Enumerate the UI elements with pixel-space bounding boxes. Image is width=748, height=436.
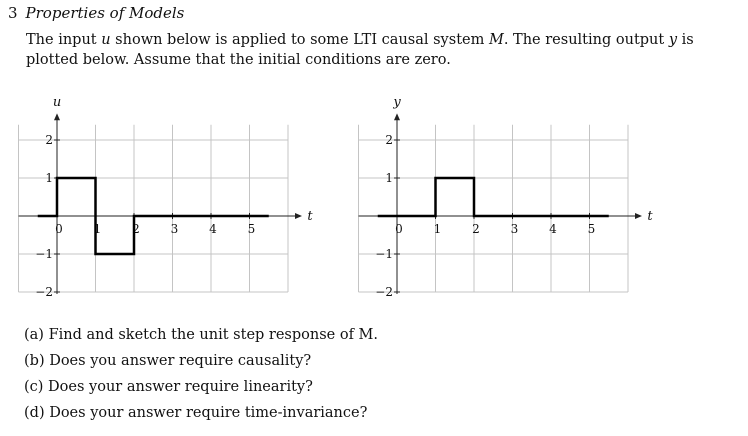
y-axis-arrow <box>54 113 60 120</box>
intro-var-u: u <box>101 32 111 48</box>
intro-text-2: shown below is applied to some LTI causal system <box>110 32 489 48</box>
section-title: Properties of Models <box>25 4 185 22</box>
input-plot <box>30 94 330 314</box>
section-number: 3 <box>8 4 18 22</box>
question-b: (b) Does you answer require causality? <box>24 353 312 369</box>
y-axis-arrow <box>394 113 400 120</box>
x-tick-label: 5 <box>247 222 256 236</box>
y-tick-label: −1 <box>35 247 53 261</box>
x-axis-label: t <box>307 209 313 224</box>
x-tick-label: 2 <box>132 222 140 236</box>
x-tick-label: 3 <box>170 222 179 236</box>
x-tick-label: 5 <box>587 222 596 236</box>
output-plot <box>370 94 670 314</box>
question-c: (c) Does your answer require linearity? <box>24 379 313 395</box>
y-tick-label: 2 <box>45 133 53 147</box>
intro-var-y: y <box>668 32 678 48</box>
x-tick-label: 0 <box>55 222 63 236</box>
y-tick-label: 1 <box>385 171 393 185</box>
x-tick-label: 4 <box>549 222 557 236</box>
intro-text-4: is plotted below. Assume that the initial conditions are zero. <box>26 32 694 68</box>
y-axis-label: u <box>52 94 62 110</box>
y-tick-label: 1 <box>45 171 53 185</box>
x-axis-arrow <box>635 213 642 219</box>
question-a: (a) Find and sketch the unit step response of M. <box>24 327 379 343</box>
x-tick-label: 1 <box>93 222 102 236</box>
intro-text-3: . The resulting output <box>503 32 669 48</box>
intro-text-1: The input <box>26 32 102 48</box>
x-axis-arrow <box>295 213 302 219</box>
y-tick-label: −2 <box>375 285 393 299</box>
input-plot-svg <box>30 94 330 314</box>
x-tick-label: 1 <box>433 222 442 236</box>
y-tick-label: −1 <box>375 247 393 261</box>
y-tick-label: −2 <box>35 285 53 299</box>
signal-line <box>378 178 609 216</box>
x-axis-label: t <box>647 209 653 224</box>
questions-list <box>24 322 378 426</box>
problem-statement <box>26 30 726 70</box>
intro-system-m: M <box>488 32 504 48</box>
x-tick-label: 4 <box>209 222 217 236</box>
section-heading <box>8 4 184 22</box>
y-axis-label: y <box>393 94 401 110</box>
question-d: (d) Does your answer require time-invariance? <box>24 405 368 421</box>
x-tick-label: 2 <box>472 222 480 236</box>
x-tick-label: 0 <box>395 222 403 236</box>
output-plot-svg <box>370 94 670 314</box>
y-tick-label: 2 <box>385 133 393 147</box>
x-tick-label: 3 <box>510 222 519 236</box>
